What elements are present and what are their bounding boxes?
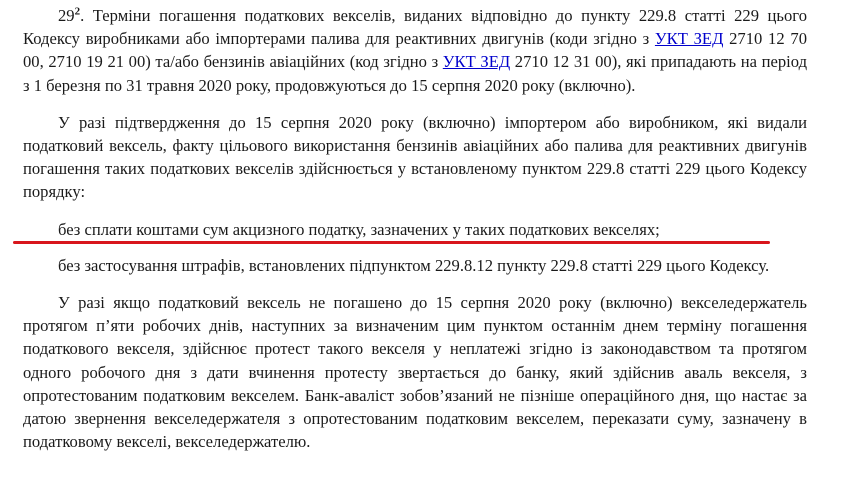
paragraph-number (58, 6, 80, 25)
paragraph-confirmation: У разі підтвердження до 15 серпня 2020 року (включно) імпортером або виробником, які видали податковий вексель, факту цільового використання бензинів авіаційних або палива для реактивних двигунів погашення таких податкових векселів здійснюється у встановленому пунктом 229.8 статті 229 цього Кодексу порядку: (23, 112, 807, 202)
highlighted-clause (23, 218, 807, 241)
paragraph-text-part-b: 2710 12 70 00, 2710 19 21 00) та/або бензинів авіаційних (код згідно з (23, 29, 807, 72)
paragraph-text-part-c: 2710 12 31 00), які припадають на період з 1 березня по 31 травня 2020 року, продовжуються до 15 серпня 2020 року (включно). (23, 52, 808, 95)
paragraph-without-payment: без сплати коштами сум акцизного податку, зазначених у таких податкових векселях; (58, 219, 660, 239)
paragraph-text-part-a: . Терміни погашення податкових векселів, виданих відповідно до пункту 229.8 статті 229 цього Кодексу виробниками або імпортерами палива для реактивних двигунів (коди згідно з (23, 6, 807, 49)
ukt-zed-link-1[interactable]: УКТ ЗЕД (654, 29, 724, 49)
ukt-zed-link-2[interactable]: УКТ ЗЕД (442, 52, 511, 72)
paragraph-protest: У разі якщо податковий вексель не погашено до 15 серпня 2020 року (включно) векселедержатель протягом п’яти робочих днів, наступних за визначеним цим пунктом останнім днем терміну погашення податкового векселя, здійснює протест такого векселя у неплатежі згідно із законодавством та протягом одного робочого дня з дати вчинення протесту звертається до банку, який здійснив аваль векселя, з опротестованим податковим векселем. Банк-аваліст зобов’язаний не пізніше операційного дня, що настає за датою звернення векселедержателя з опротестованим податковим векселем, переказати суму, зазначену в податковому векселі, векселедержателю. (23, 293, 807, 452)
red-annotation-underline (13, 241, 770, 244)
paragraph-number-main: 29 (58, 6, 75, 25)
paragraph-without-penalties: без застосування штрафів, встановлених підпунктом 229.8.12 пункту 229.8 статті 229 цього Кодексу. (58, 255, 770, 275)
paragraph-29-2 (23, 4, 807, 97)
document-body (23, 4, 807, 453)
paragraph-number-superscript: 2 (74, 5, 81, 18)
